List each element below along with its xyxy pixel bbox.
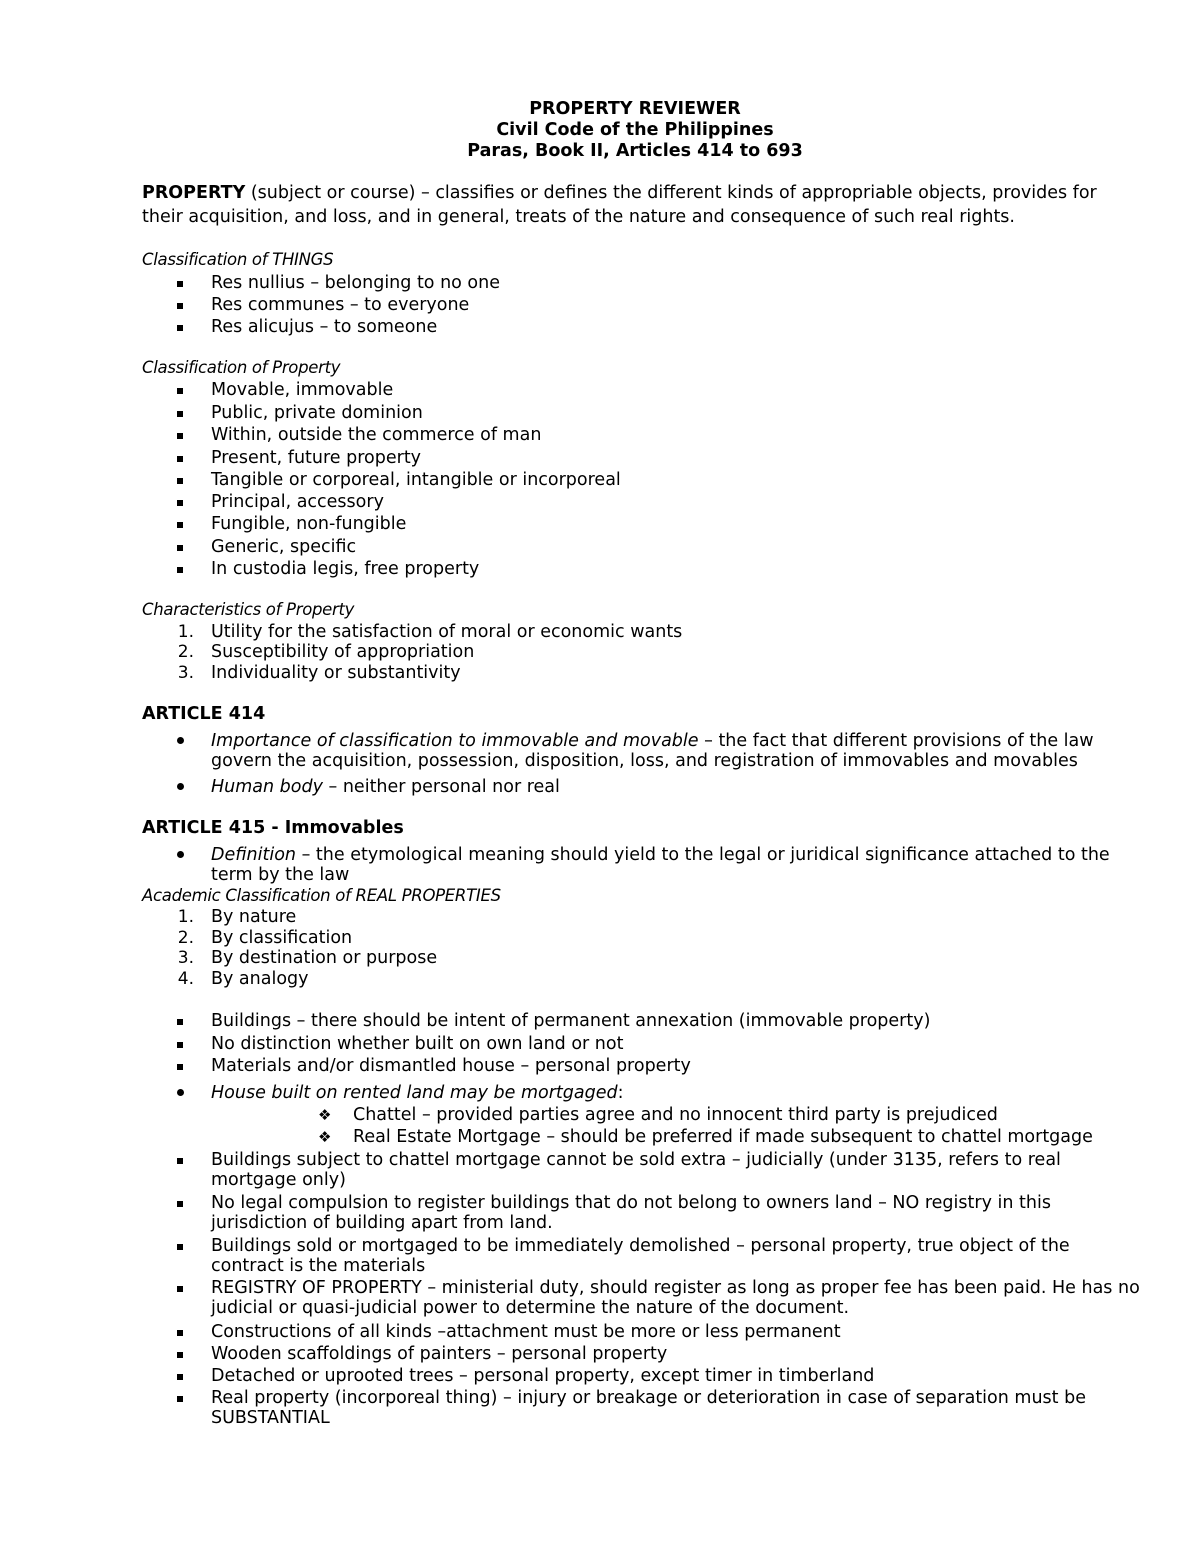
document-subtitle: Civil Code of the Philippines [496,120,774,140]
list-item-term: Human body [211,777,323,797]
list-item-text: Constructions of all kinds –attachment must be more or less permanent [211,1322,841,1342]
list-item-text: No legal compulsion to register buildings that do not belong to owners land – NO registry in this jurisdiction of building apart from land. [211,1193,1051,1233]
characteristics-label: Characteristics of Property [142,600,355,619]
list-item [0,1322,1200,1344]
sub-list-item-text: Real Estate Mortgage – should be preferred if made subsequent to chattel mortgage [353,1127,1093,1147]
list-item [0,492,1200,514]
list-item [0,470,1200,492]
list-item-text: Public, private dominion [211,403,423,423]
list-item-text: Utility for the satisfaction of moral or economic wants [211,622,683,642]
square-bullet-icon [177,1352,183,1358]
square-bullet-icon [177,1374,183,1380]
square-bullet-icon [177,1396,183,1402]
list-item [0,1278,1200,1320]
round-bullet-icon [177,1089,184,1096]
list-item [0,663,1200,685]
list-item-text: Tangible or corporeal, intangible or incorporeal [211,470,621,490]
list-item [0,948,1200,970]
square-bullet-icon [177,325,183,331]
list-item-desc: – the etymological meaning should yield to the legal or juridical significance attached to the term by the law [211,845,1110,885]
list-item [0,537,1200,559]
intro-paragraph [142,181,1132,229]
list-item-text: Susceptibility of appropriation [211,642,475,662]
list-item-text: Buildings – there should be intent of permanent annexation (immovable property) [211,1011,931,1031]
list-item-text: Movable, immovable [211,380,394,400]
list-item [0,380,1200,402]
list-item-text: By classification [211,928,353,948]
list-item-term: House built on rented land may be mortgaged [211,1083,618,1103]
academic-classification-label: Academic Classification of REAL PROPERTIES [142,886,501,905]
intro-text: (subject or course) – classifies or defines the different kinds of appropriable objects, provides for their acquisition, and loss, and in general, treats of the nature and consequence of such real rights. [142,183,1097,227]
square-bullet-icon [177,281,183,287]
list-item-text: Buildings sold or mortgaged to be immediately demolished – personal property, true object of the contract is the materials [211,1236,1070,1276]
list-number: 3. [177,948,194,968]
list-item-desc: – the fact that different provisions of the law govern the acquisition, possession, disposition, loss, and registration of immovables and movables [211,731,1094,771]
square-bullet-icon [177,1042,183,1048]
list-item [0,1193,1200,1235]
list-item-text: By nature [211,907,297,927]
list-item [0,969,1200,991]
square-bullet-icon [177,1244,183,1250]
list-number: 3. [177,663,194,683]
list-item-text: Fungible, non-fungible [211,514,407,534]
list-item [0,317,1200,339]
sub-list-item-text: Chattel – provided parties agree and no innocent third party is prejudiced [353,1105,998,1125]
list-item-text [211,777,1141,797]
list-item [0,559,1200,581]
list-item-text: Present, future property [211,448,422,468]
diamond-bullet-icon: ❖ [318,1128,332,1146]
things-label: Classification of THINGS [142,250,334,269]
list-item-term: Definition [211,845,297,865]
list-item [0,425,1200,447]
list-item [0,1150,1200,1192]
list-item [0,642,1200,664]
list-number: 2. [177,642,194,662]
square-bullet-icon [177,1286,183,1292]
list-item [0,295,1200,317]
list-item-text: No distinction whether built on own land or not [211,1034,624,1054]
list-item [0,403,1200,425]
list-item [0,928,1200,950]
list-item-text: Individuality or substantivity [211,663,461,683]
diamond-bullet-icon: ❖ [318,1106,332,1124]
list-item [0,1366,1200,1388]
intro-term: PROPERTY [142,183,246,203]
square-bullet-icon [177,303,183,309]
article-414-heading: ARTICLE 414 [142,704,266,724]
list-item-text: Res nullius – belonging to no one [211,273,500,293]
list-item [0,1344,1200,1366]
list-item-text: By destination or purpose [211,948,438,968]
list-item-text: By analogy [211,969,309,989]
list-item-text [211,731,1141,771]
list-item-text: Within, outside the commerce of man [211,425,542,445]
list-item [0,1011,1200,1033]
square-bullet-icon [177,1064,183,1070]
square-bullet-icon [177,1158,183,1164]
list-item-text: Wooden scaffoldings of painters – personal property [211,1344,668,1364]
square-bullet-icon [177,522,183,528]
square-bullet-icon [177,1019,183,1025]
list-item [0,777,1200,799]
square-bullet-icon [177,500,183,506]
square-bullet-icon [177,456,183,462]
list-item [0,907,1200,929]
list-item [0,1034,1200,1056]
list-item-text: Res communes – to everyone [211,295,470,315]
round-bullet-icon [177,737,184,744]
square-bullet-icon [177,1330,183,1336]
list-item-term: Importance of classification to immovable and movable [211,731,699,751]
list-item [0,1388,1200,1430]
list-item-text: In custodia legis, free property [211,559,480,579]
sub-list-item [0,1127,1200,1149]
list-item [0,1056,1200,1078]
list-item [0,731,1200,775]
list-item-text: Generic, specific [211,537,357,557]
list-item [0,1083,1200,1105]
square-bullet-icon [177,433,183,439]
square-bullet-icon [177,411,183,417]
list-item-text: Principal, accessory [211,492,384,512]
list-item-text [211,1083,1141,1103]
list-item-text: Res alicujus – to someone [211,317,438,337]
square-bullet-icon [177,388,183,394]
list-number: 4. [177,969,194,989]
list-item [0,845,1200,889]
sub-list-item [0,1105,1200,1127]
round-bullet-icon [177,851,184,858]
list-item [0,514,1200,536]
list-number: 2. [177,928,194,948]
list-item-text: Buildings subject to chattel mortgage cannot be sold extra – judicially (under 3135, refers to real mortgage only) [211,1150,1061,1190]
document-scope: Paras, Book II, Articles 414 to 693 [467,141,803,161]
list-item [0,1236,1200,1278]
document-title: PROPERTY REVIEWER [529,99,741,119]
list-item [0,448,1200,470]
list-item [0,273,1200,295]
list-item-desc: : [617,1083,624,1103]
property-class-label: Classification of Property [142,358,341,377]
article-415-heading: ARTICLE 415 - Immovables [142,818,404,838]
list-item-text: Real property (incorporeal thing) – injury or breakage or deterioration in case of separation must be SUBSTANTIAL [211,1388,1086,1428]
list-item [0,622,1200,644]
square-bullet-icon [177,545,183,551]
list-item-text [211,845,1141,885]
list-item-text: Detached or uprooted trees – personal property, except timer in timberland [211,1366,875,1386]
square-bullet-icon [177,1201,183,1207]
list-item-desc: – neither personal nor real [322,777,560,797]
square-bullet-icon [177,478,183,484]
list-number: 1. [177,907,194,927]
round-bullet-icon [177,783,184,790]
square-bullet-icon [177,567,183,573]
list-item-text: REGISTRY OF PROPERTY – ministerial duty, should register as long as proper fee has been paid. He has no judicial or quasi-judicial power to determine the nature of the document. [211,1278,1140,1318]
list-item-text: Materials and/or dismantled house – personal property [211,1056,691,1076]
list-number: 1. [177,622,194,642]
